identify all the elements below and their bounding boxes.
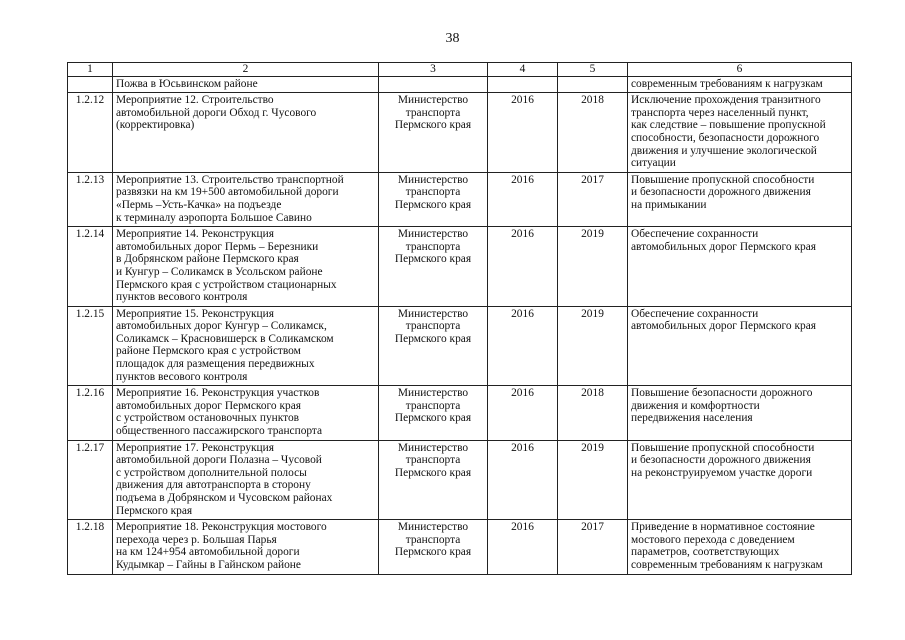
text-line: Министерство bbox=[397, 307, 469, 320]
cell-executor bbox=[379, 227, 488, 307]
text-line: с устройством дополнительной полосы bbox=[116, 466, 307, 479]
text-line: Министерство bbox=[397, 521, 469, 534]
text-line: и Кунгур – Соликамск в Усольском районе bbox=[116, 265, 323, 278]
text-line: Пермского края bbox=[394, 332, 472, 345]
text-line: развязки на км 19+500 автомобильной дороги bbox=[116, 186, 339, 199]
cell-end-year: 2018 bbox=[558, 93, 628, 173]
text-line: к терминалу аэропорта Большое Савино bbox=[116, 211, 312, 224]
cell-num: 1.2.15 bbox=[68, 306, 113, 386]
cell-result: современным требованиям к нагрузкам bbox=[628, 76, 852, 93]
cell-start-year: 2016 bbox=[488, 93, 558, 173]
text-line: Пермского края bbox=[394, 466, 472, 479]
text-line: транспорта bbox=[405, 454, 461, 467]
text-line: Соликамск – Красновишерск в Соликамском bbox=[116, 332, 334, 345]
text-line: передвижения населения bbox=[631, 412, 753, 425]
text-line: Исключение прохождения транзитного bbox=[631, 94, 821, 107]
text-line: современным требованиям к нагрузкам bbox=[631, 558, 823, 571]
text-line: движения и комфортности bbox=[631, 399, 760, 412]
text-line: Мероприятие 18. Реконструкция мостового bbox=[116, 521, 327, 534]
cell-num bbox=[68, 76, 113, 93]
text-line: Министерство bbox=[397, 441, 469, 454]
cell-executor bbox=[379, 93, 488, 173]
cell-start-year: 2016 bbox=[488, 386, 558, 440]
cell-end-year: 2017 bbox=[558, 520, 628, 574]
text-line: транспорта bbox=[405, 533, 461, 546]
header-cell: 5 bbox=[558, 63, 628, 77]
text-line: районе Пермского края с устройством bbox=[116, 345, 301, 358]
header-cell: 3 bbox=[379, 63, 488, 77]
text-line: Повышение пропускной способности bbox=[631, 441, 815, 454]
page-number: 38 bbox=[445, 31, 460, 46]
text-line: автомобильных дорог Пермского края bbox=[631, 240, 816, 253]
cell-start-year: 2016 bbox=[488, 172, 558, 226]
cell-description bbox=[113, 306, 379, 386]
cell-end-year: 2019 bbox=[558, 306, 628, 386]
text-line: и безопасности дорожного движения bbox=[631, 454, 811, 467]
text-line: площадок для размещения передвижных bbox=[116, 358, 315, 371]
text-line: Министерство bbox=[397, 173, 469, 186]
header-cell: 4 bbox=[488, 63, 558, 77]
table-row bbox=[68, 227, 852, 307]
cell-result bbox=[628, 93, 852, 173]
text-line: способности, безопасности дорожного bbox=[631, 131, 820, 144]
text-line: автомобильных дорог Пермского края bbox=[116, 399, 301, 412]
text-line: Повышение пропускной способности bbox=[631, 173, 815, 186]
text-line: пунктов весового контроля bbox=[116, 291, 248, 304]
cell-executor bbox=[379, 306, 488, 386]
cell-num: 1.2.17 bbox=[68, 440, 113, 520]
header-row bbox=[68, 63, 852, 77]
cell-start-year: 2016 bbox=[488, 227, 558, 307]
text-line: движения для автотранспорта в сторону bbox=[116, 479, 311, 492]
table-row bbox=[68, 520, 852, 574]
text-line: Министерство bbox=[397, 228, 469, 241]
text-line: Мероприятие 16. Реконструкция участков bbox=[116, 387, 320, 400]
text-line: Обеспечение сохранности bbox=[631, 228, 759, 241]
text-line: автомобильных дорог Пермь – Березники bbox=[116, 240, 319, 253]
text-line: транспорта bbox=[405, 106, 461, 119]
text-line: транспорта bbox=[405, 186, 461, 199]
text-line: «Пермь –Усть-Качка» на подъезде bbox=[116, 198, 282, 211]
text-line: Мероприятие 15. Реконструкция bbox=[116, 307, 274, 320]
cell-num: 1.2.18 bbox=[68, 520, 113, 574]
cell-description: Пожва в Юсьвинском районе bbox=[113, 76, 379, 93]
text-line: автомобильных дорог Пермского края bbox=[631, 320, 816, 333]
text-line: автомобильных дорог Кунгур – Соликамск, bbox=[116, 320, 327, 333]
cell-description bbox=[113, 172, 379, 226]
text-line: транспорта bbox=[405, 320, 461, 333]
cell-description bbox=[113, 440, 379, 520]
text-line: Кудымкар – Гайны в Гайнском районе bbox=[116, 558, 301, 571]
cell-result bbox=[628, 227, 852, 307]
cell-result bbox=[628, 172, 852, 226]
text-line: мостового перехода с доведением bbox=[631, 533, 795, 546]
text-line: на реконструируемом участке дороги bbox=[631, 466, 813, 479]
text-line: транспорта bbox=[405, 240, 461, 253]
text-line: и безопасности дорожного движения bbox=[631, 186, 811, 199]
cell-end-year: 2018 bbox=[558, 386, 628, 440]
continuation-row bbox=[68, 76, 852, 93]
text-line: в Добрянском районе Пермского края bbox=[116, 253, 299, 266]
cell-executor bbox=[379, 440, 488, 520]
cell-num: 1.2.16 bbox=[68, 386, 113, 440]
measures-table bbox=[67, 62, 852, 575]
table-row bbox=[68, 440, 852, 520]
text-line: Мероприятие 14. Реконструкция bbox=[116, 228, 274, 241]
cell-executor bbox=[379, 172, 488, 226]
cell-description bbox=[113, 520, 379, 574]
text-line: Повышение безопасности дорожного bbox=[631, 387, 813, 400]
cell-description bbox=[113, 386, 379, 440]
text-line: Обеспечение сохранности bbox=[631, 307, 759, 320]
header-cell: 2 bbox=[113, 63, 379, 77]
cell-executor bbox=[379, 520, 488, 574]
text-line: параметров, соответствующих bbox=[631, 546, 780, 559]
cell-end-year: 2019 bbox=[558, 440, 628, 520]
cell-description bbox=[113, 93, 379, 173]
cell-num: 1.2.14 bbox=[68, 227, 113, 307]
header-cell: 1 bbox=[68, 63, 113, 77]
text-line: Пермского края bbox=[394, 546, 472, 559]
cell-end-year: 2019 bbox=[558, 227, 628, 307]
cell-description bbox=[113, 227, 379, 307]
cell-num: 1.2.12 bbox=[68, 93, 113, 173]
cell-start-year: 2016 bbox=[488, 440, 558, 520]
text-line: транспорта bbox=[405, 399, 461, 412]
text-line: Министерство bbox=[397, 387, 469, 400]
cell-result bbox=[628, 386, 852, 440]
text-line: пунктов весового контроля bbox=[116, 370, 248, 383]
text-line: Мероприятие 17. Реконструкция bbox=[116, 441, 274, 454]
cell-num: 1.2.13 bbox=[68, 172, 113, 226]
text-line: Пермского края с устройством стационарных bbox=[116, 278, 337, 291]
text-line: транспорта через населенный пункт, bbox=[631, 106, 809, 119]
text-line: Мероприятие 13. Строительство транспортной bbox=[116, 173, 344, 186]
text-line: Пермского края bbox=[394, 253, 472, 266]
text-line: Пермского края bbox=[394, 412, 472, 425]
text-line: с устройством остановочных пунктов bbox=[116, 412, 300, 425]
cell-start-year: 2016 bbox=[488, 306, 558, 386]
text-line: автомобильной дороги Полазна – Чусовой bbox=[116, 454, 322, 467]
cell-result bbox=[628, 520, 852, 574]
cell-end-year: 2017 bbox=[558, 172, 628, 226]
text-line: Приведение в нормативное состояние bbox=[631, 521, 815, 534]
text-line: Министерство bbox=[397, 94, 469, 107]
text-line: Пермского края bbox=[394, 198, 472, 211]
text-line: Пермского края bbox=[394, 119, 472, 132]
cell-result bbox=[628, 306, 852, 386]
text-line: ситуации bbox=[631, 157, 676, 170]
text-line: Пермского края bbox=[116, 504, 193, 517]
table-row bbox=[68, 93, 852, 173]
text-line: Мероприятие 12. Строительство bbox=[116, 94, 274, 107]
text-line: (корректировка) bbox=[116, 119, 195, 132]
text-line: подъема в Добрянском и Чусовском районах bbox=[116, 492, 333, 504]
table-row bbox=[68, 306, 852, 386]
text-line: на примыкании bbox=[631, 198, 707, 211]
text-line: как следствие – повышение пропускной bbox=[631, 119, 826, 132]
text-line: общественного пассажирского транспорта bbox=[116, 425, 323, 438]
cell-end-year bbox=[558, 76, 628, 93]
text-line: на км 124+954 автомобильной дороги bbox=[116, 546, 300, 559]
text-line: перехода через р. Большая Парья bbox=[116, 533, 277, 546]
cell-executor bbox=[379, 386, 488, 440]
cell-executor bbox=[379, 76, 488, 93]
cell-result bbox=[628, 440, 852, 520]
table-row bbox=[68, 386, 852, 440]
cell-start-year: 2016 bbox=[488, 520, 558, 574]
text-line: автомобильной дороги Обход г. Чусового bbox=[116, 106, 317, 119]
cell-start-year bbox=[488, 76, 558, 93]
table-row bbox=[68, 172, 852, 226]
header-cell: 6 bbox=[628, 63, 852, 77]
text-line: движения и улучшение экологической bbox=[631, 144, 817, 157]
